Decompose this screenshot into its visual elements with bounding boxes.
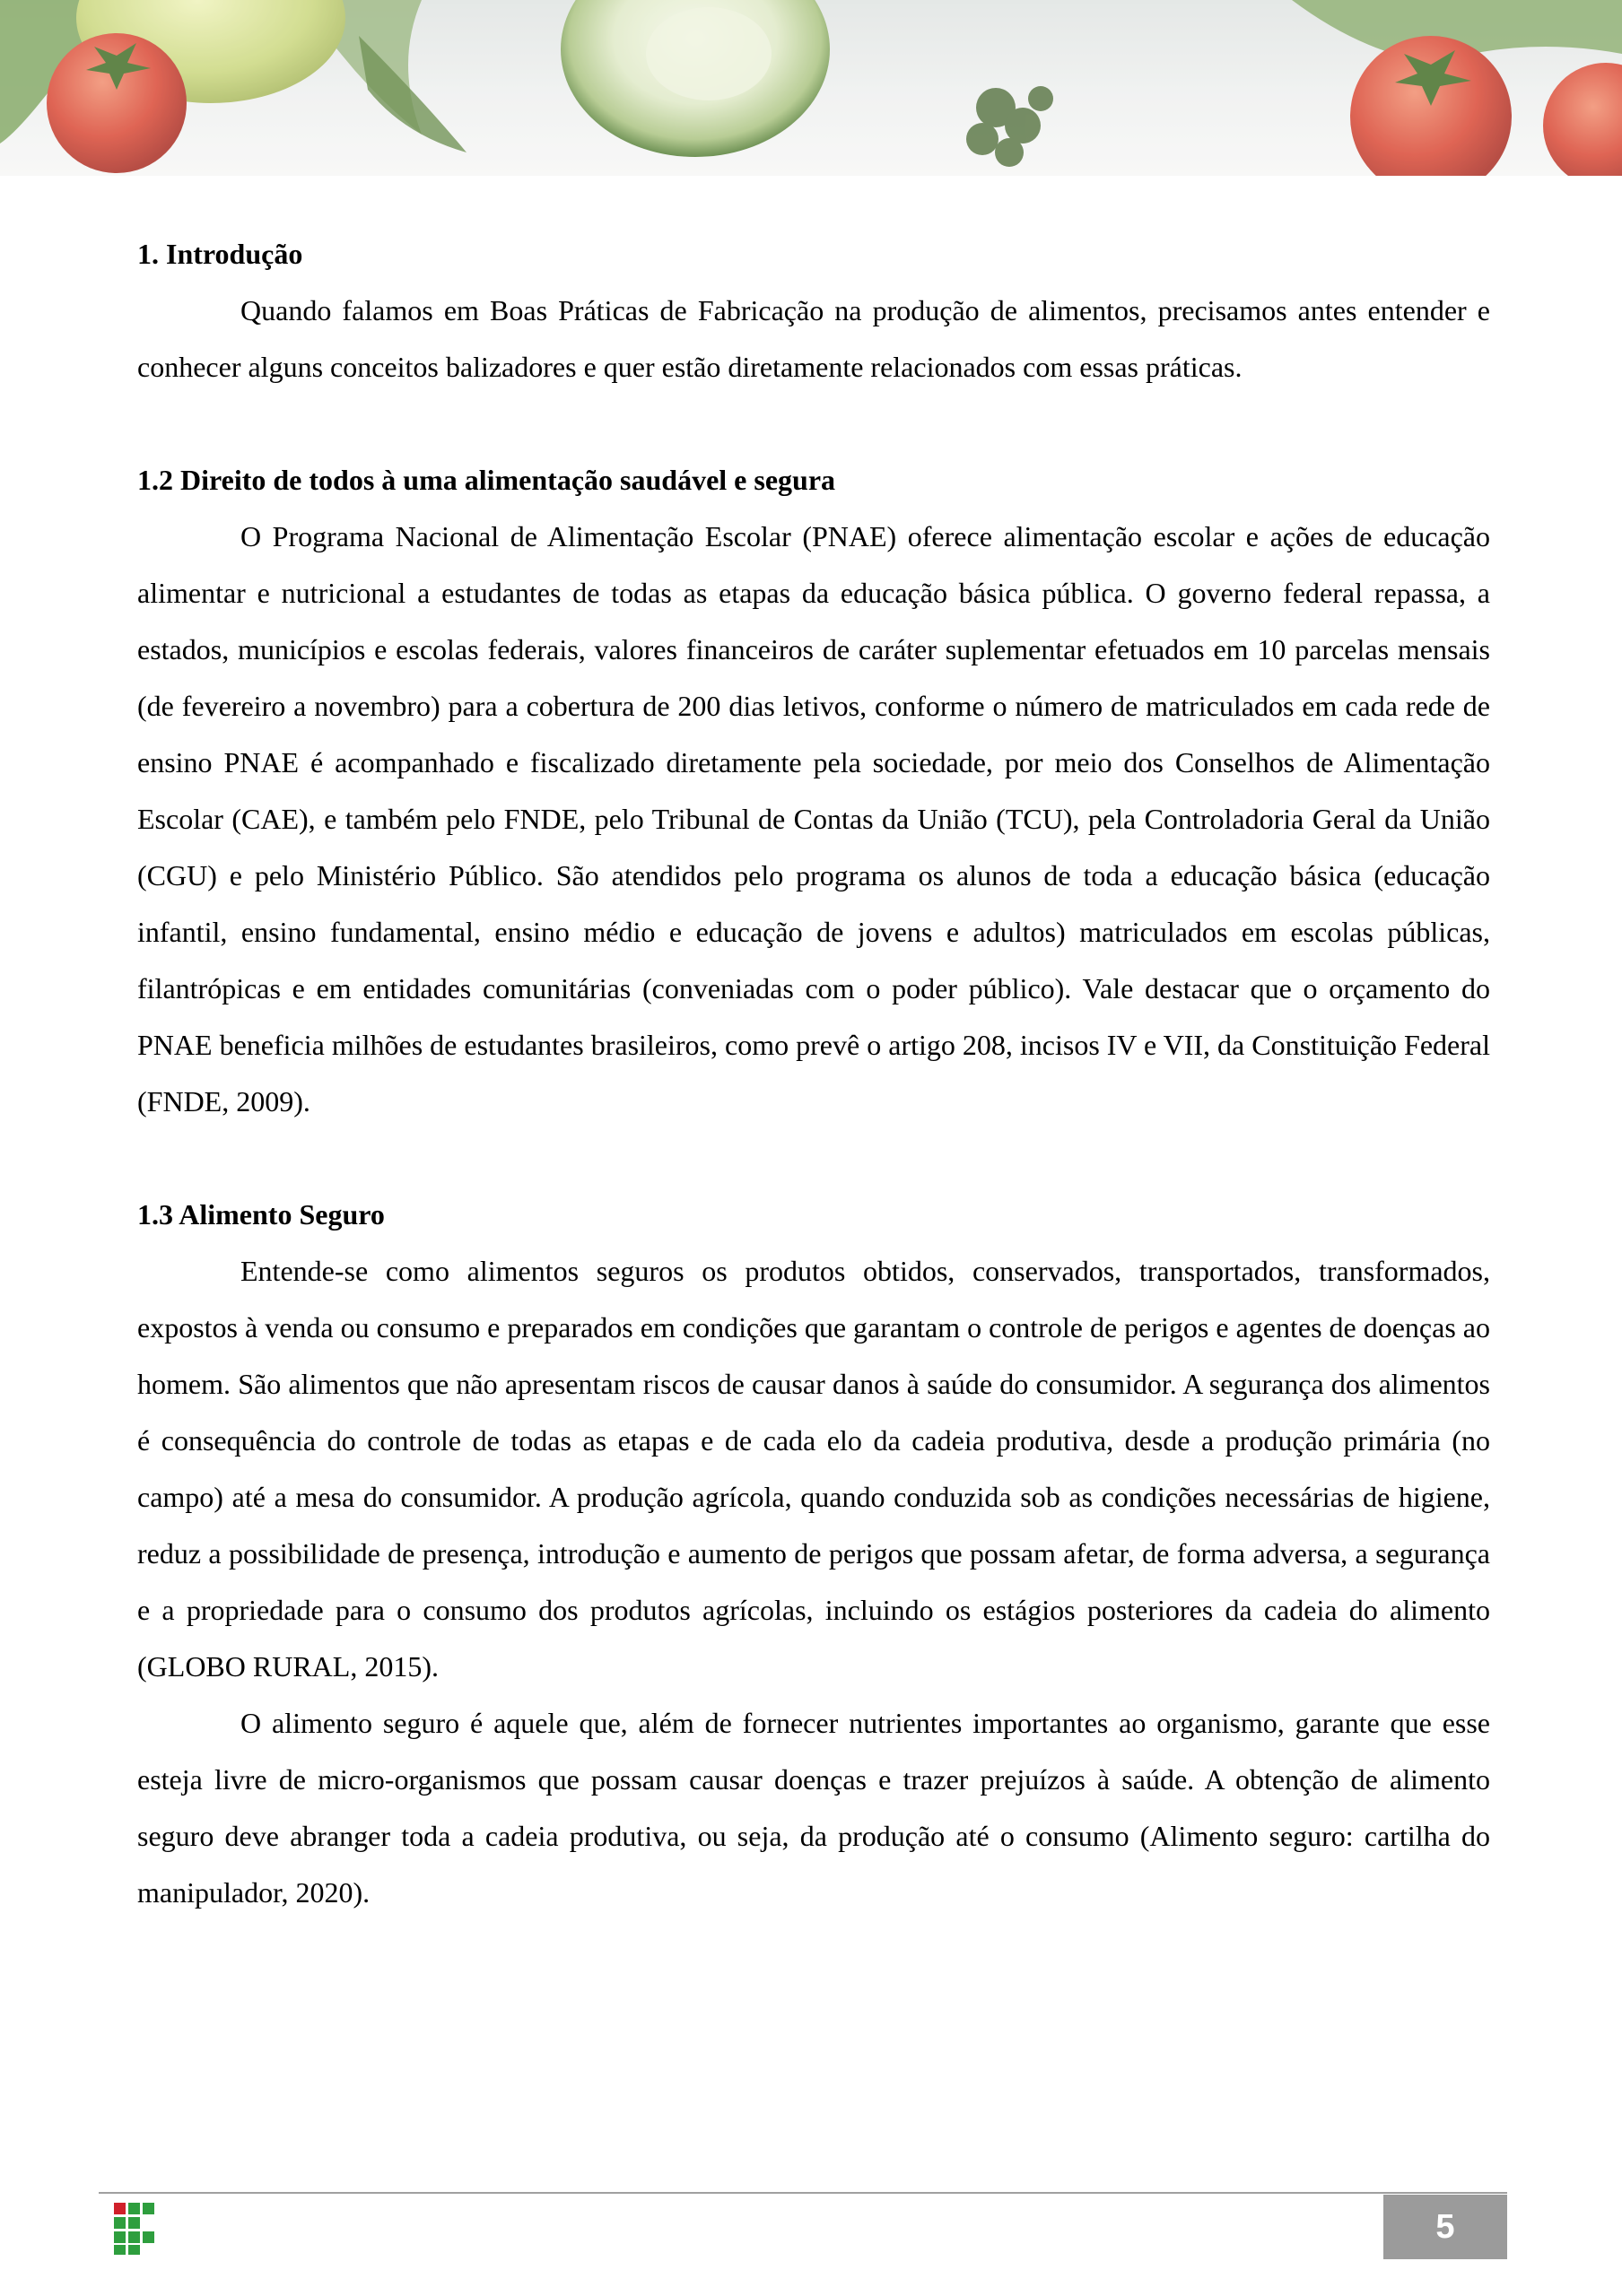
paragraph: Quando falamos em Boas Práticas de Fabricação na produção de alimentos, precisamos antes entender e conhecer alguns conceitos balizadores e quer estão diretamente relacionados com essas práticas. xyxy=(137,294,1490,383)
section-heading: 1.2 Direito de todos à uma alimentação saudável e segura xyxy=(137,464,836,496)
paragraph: Entende-se como alimentos seguros os produtos obtidos, conservados, transportados, transformados, expostos à venda ou consumo e preparados em condições que garantam o controle de perigos e agentes de doenças ao homem. São alimentos que não apresentam riscos de causar danos à saúde do consumidor. A segurança dos alimentos é consequência do controle de todas as etapas e de cada elo da cadeia produtiva, desde a produção primária (no campo) até a mesa do consumidor. A produção agrícola, quando conduzida sob as condições necessárias de higiene, reduz a possibilidade de presença, introdução e aumento de perigos que possam afetar, de forma adversa, a segurança e a propriedade para o consumo dos produtos agrícolas, incluindo os estágios posteriores da cadeia do alimento (GLOBO RURAL, 2015). xyxy=(137,1255,1490,1683)
section-gap xyxy=(137,396,1490,452)
page-number: 5 xyxy=(1383,2195,1507,2259)
paragraph: O alimento seguro é aquele que, além de fornecer nutrientes importantes ao organismo, garante que esse esteja livre de micro-organismos que possam causar doenças e trazer prejuízos à saúde. A obtenção de alimento seguro deve abranger toda a cadeia produtiva, ou seja, da produção até o consumo (Alimento seguro: cartilha do manipulador, 2020). xyxy=(137,1707,1490,1909)
footer-divider xyxy=(99,2192,1507,2194)
section-alimento-seguro xyxy=(137,1187,1490,1921)
section-direito-alimentacao xyxy=(137,452,1490,1130)
section-heading: 1. Introdução xyxy=(137,238,303,270)
header-banner xyxy=(0,0,1622,176)
section-heading: 1.3 Alimento Seguro xyxy=(137,1198,385,1231)
section-introducao xyxy=(137,226,1490,396)
document-body xyxy=(137,226,1490,1921)
paragraph: O Programa Nacional de Alimentação Escolar (PNAE) oferece alimentação escolar e ações de educação alimentar e nutricional a estudantes de todas as etapas da educação básica pública. O governo federal repassa, a estados, municípios e escolas federais, valores financeiros de caráter suplementar efetuados em 10 parcelas mensais (de fevereiro a novembro) para a cobertura de 200 dias letivos, conforme o número de matriculados em cada rede de ensino PNAE é acompanhado e fiscalizado diretamente pela sociedade, por meio dos Conselhos de Alimentação Escolar (CAE), e também pelo FNDE, pelo Tribunal de Contas da União (TCU), pela Controladoria Geral da União (CGU) e pelo Ministério Público. São atendidos pelo programa os alunos de toda a educação básica (educação infantil, ensino fundamental, ensino médio e educação de jovens e adultos) matriculados em escolas públicas, filantrópicas e em entidades comunitárias (conveniadas com o poder público). Vale destacar que o orçamento do PNAE beneficia milhões de estudantes brasileiros, como prevê o artigo 208, incisos IV e VII, da Constituição Federal (FNDE, 2009). xyxy=(137,520,1490,1118)
vegetables-banner-image xyxy=(0,0,1622,176)
institute-logo-icon xyxy=(114,2203,157,2255)
section-gap xyxy=(137,1130,1490,1187)
